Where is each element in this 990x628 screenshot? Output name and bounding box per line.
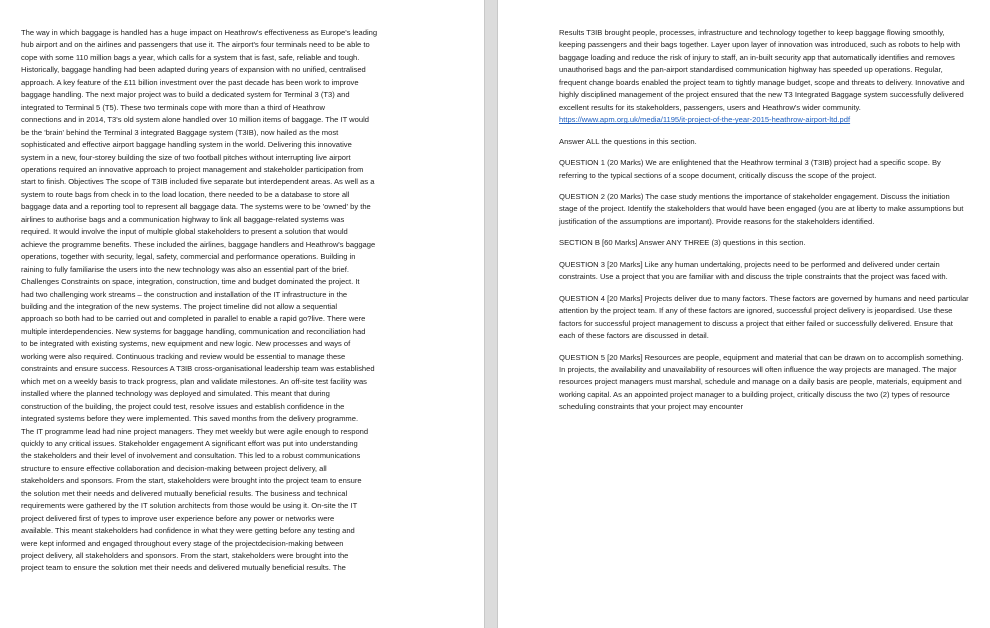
section-instruction: Answer ALL the questions in this section.	[559, 136, 697, 146]
page-gutter	[484, 0, 498, 628]
document-page-right	[498, 0, 990, 628]
question-1: QUESTION 1 (20 Marks) We are enlightened that the Heathrow terminal 3 (T3IB) project had a specific scope. By referring to the typical sections of a scope document, critically discuss the scope of the project.	[559, 158, 941, 180]
case-study-text: The way in which baggage is handled has a huge impact on Heathrow's effectiveness as Europe's leading hub airport and on the airlines and passengers that use it. The airport's four terminals need to be able to cope with some 110 million bags a year, which calls for a system that is fast, safe, reliable and tough. Historically, baggage handling had been adapted during years of expansion with no unified, centralised approach. A key feature of the £11 billion investment over the past decade has been work to improve baggage handling. The next major project was to build a dedicated system for Terminal 3 (T3) and integrated to Terminal 5 (T5). These two terminals cope with more than a third of Heathrow connections and in 2014, T3's old system alone handled over 10 million items of baggage. The IT would be the 'brain' behind the Terminal 3 integrated Baggage system (T3IB), now hailed as the most sophisticated and effective airport baggage handling system in the world. Delivering this innovative system in a new, four-storey building the size of two football pitches without interrupting live airport operations required an innovative approach to project management and stakeholder participation from start to finish. Objectives The scope of T3IB included five separate but interdependent areas. As well as a system to route bags from check in to the load location, there needed to be a database to store all baggage data and a reporting tool to represent all baggage data. The systems were to be 'owned' by the airlines to authorise bags and a communication highway to link all baggage-related systems was required. It would involve the input of multiple global stakeholders to present a solution that would achieve the programme benefits. These included the airlines, baggage handlers and Heathrow's baggage operations, together with security, legal, safety, commercial and performance operations. Building in raining to fully familiarise the users into the new technology was also an essential part of the brief. Challenges Constraints on space, integration, construction, time and budget dominated the project. It had two challenging work streams – the construction and installation of the IT infrastructure in the building and the integration of the new systems. The project timeline did not allow a sequential approach so both had to be carried out and completed in parallel to enable a rapid go?live. There were multiple interdependencies. New systems for baggage handling, communication and reconciliation had to be integrated with existing systems, new equipment and new logic. New processes and ways of working were also required. Continuous tracking and review would be essential to manage these constraints and ensure success. Resources A T3IB cross-organisational leadership team was established which met on a weekly basis to track progress, plan and validate milestones. An off-site test facility was installed where the planned technology was deployed and simulated. This meant that during construction of the building, the project could test, resolve issues and establish confidence in the integrated systems before they were implemented. This saved months from the delivery programme. The IT programme lead had nine project managers. They met weekly but were agile enough to respond quickly to any critical issues. Stakeholder engagement A significant effort was put into understanding the stakeholders and their level of involvement and consultation. This led to a robust communications structure to ensure effective collaboration and decision-making between project delivery, all stakeholders and sponsors. From the start, stakeholders were brought into the project team to ensure the solution met their needs and delivered mutually beneficial results. The business and technical requirements were gathered by the IT solution architects from those would be using it. On-site the IT project delivered first of types to improve user experience before any power or networks were available. This meant stakeholders had confidence in what they were getting before any testing and were kept informed and engaged throughout every stage of the projectdecision-making between project delivery, all stakeholders and sponsors. From the start, stakeholders were brought into the project team to ensure the solution met their needs and delivered mutually beneficial results. The	[21, 28, 378, 573]
results-paragraph	[559, 27, 970, 127]
source-link[interactable]: https://www.apm.org.uk/media/1195/it-project-of-the-year-2015-heathrow-airport-ltd.pdf	[559, 115, 851, 125]
results-text: Results T3IB brought people, processes, infrastructure and technology together to keep baggage flowing smoothly, keeping passengers and their bags together. Layer upon layer of innovation was introduced, such as robots to help with baggage loading and reduce the risk of injury to staff, an in-built security app that automatically identifies and removes unauthorised bags and the pan-airport standardised communication highway has speeded up operations. Regular, frequent change boards enabled the project team to tightly manage budget, scope and threats to delivery. Innovative and highly disciplined management of the project ensured that the new T3 Integrated Baggage system successfully delivered excellent results for its stakeholders, passengers, users and Heathrow's wider community.	[559, 28, 965, 112]
document-page-left	[0, 0, 484, 628]
question-2: QUESTION 2 (20 Marks) The case study mentions the importance of stakeholder engagement. Discuss the initiation stage of the project. Identify the stakeholders that would have been engaged (you are at liberty to make assumptions but justification of the assumptions are important). Provide reasons for the stakeholders identified.	[559, 191, 964, 226]
section-b-heading: SECTION B [60 Marks] Answer ANY THREE (3) questions in this section.	[559, 238, 806, 248]
question-3: QUESTION 3 [20 Marks] Like any human undertaking, projects need to be performed and delivered under certain constraints. Use a project that you are familiar with and discuss the triple constraints that the project was faced with.	[559, 259, 948, 282]
question-4: QUESTION 4 [20 Marks] Projects deliver due to many factors. These factors are governed by humans and need particular attention by the project team. If any of these factors are ignored, successful project delivery is jeopardised. Use these factors for successful project management to discuss a project that either failed or successfully delivered. Ensure that each of these factors are discussed in detail.	[559, 293, 969, 341]
question-5: QUESTION 5 [20 Marks] Resources are people, equipment and material that can be drawn on to accomplish something. In projects, the availability and unavailability of resources will often influence the way projects are managed. The major resources project managers must marshal, schedule and manage on a daily basis are people, materials, equipment and working capital. As an appointed project manager to a building project, critically discuss the two (2) types of resource scheduling constraints that your project may encounter	[559, 352, 964, 412]
